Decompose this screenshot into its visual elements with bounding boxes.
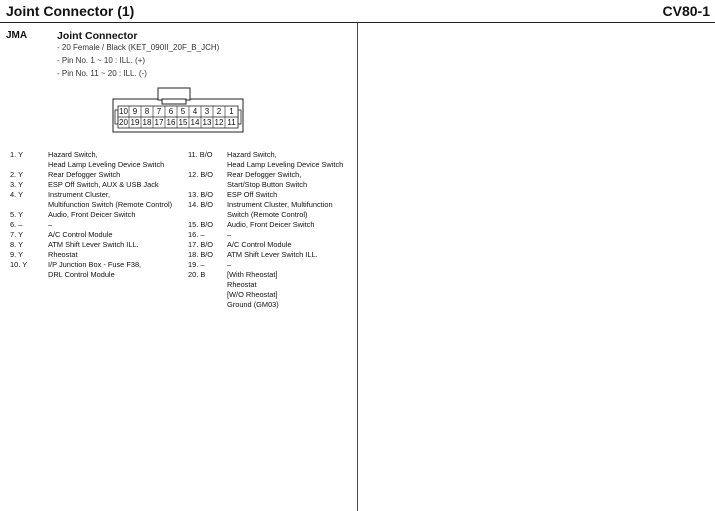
pin-description: – [48, 220, 53, 229]
pin-list-left [10, 150, 190, 290]
pin-number: 2. Y [10, 170, 24, 179]
connector-pin-12: 12 [214, 118, 224, 127]
pin-description: Audio, Front Deicer Switch [48, 210, 136, 219]
pin-number: 13. B/O [188, 190, 214, 199]
pin-number: 16. – [188, 230, 205, 239]
connector-name: Joint Connector [57, 30, 138, 42]
pin-description: DRL Control Module [48, 270, 115, 279]
pin-description: A/C Control Module [227, 240, 292, 249]
connector-pin-15: 15 [178, 118, 188, 127]
pin-description: Hazard Switch, [227, 150, 277, 159]
connector-pin-20: 20 [119, 118, 128, 127]
connector-pin-1: 1 [229, 107, 234, 116]
pin-number: 19. – [188, 260, 205, 269]
connector-pin-4: 4 [192, 107, 198, 116]
connector-pin-14: 14 [190, 118, 200, 127]
pin-description: [W/O Rheostat] [227, 290, 278, 299]
pin-number: 20. B [188, 270, 206, 279]
pin-description: Ground (GM03) [227, 300, 279, 309]
connector-id: JMA [6, 30, 28, 41]
pin-number: 10. Y [10, 260, 28, 269]
connector-pin-2: 2 [216, 107, 222, 116]
pin-description: Rear Defogger Switch, [227, 170, 302, 179]
pin-number: 4. Y [10, 190, 24, 199]
connector-pin-17: 17 [154, 118, 164, 127]
connector-pin-9: 9 [132, 107, 138, 116]
connector-pin-11: 11 [227, 118, 236, 127]
pin-description: Audio, Front Deicer Switch [227, 220, 315, 229]
pin-number: 15. B/O [188, 220, 214, 229]
pin-number: 8. Y [10, 240, 24, 249]
pin-description: Multifunction Switch (Remote Control) [48, 200, 173, 209]
pin-description: – [227, 230, 232, 239]
page-title: Joint Connector (1) [6, 3, 135, 19]
pin-description: ESP Off Switch [227, 190, 278, 199]
pin-description: – [227, 260, 232, 269]
connector-pin-16: 16 [166, 118, 176, 127]
connector-pin-6: 6 [168, 107, 174, 116]
connector-pin-18: 18 [142, 118, 152, 127]
pin-list-right [188, 150, 356, 310]
pin-number: 12. B/O [188, 170, 214, 179]
pin-description: Start/Stop Button Switch [227, 180, 308, 189]
pin-description: Hazard Switch, [48, 150, 98, 159]
pin-number: 1. Y [10, 150, 24, 159]
pin-number: 9. Y [10, 250, 24, 259]
connector-pin-7: 7 [156, 107, 162, 116]
connector-pin-3: 3 [204, 107, 210, 116]
pin-description: Instrument Cluster, Multifunction [227, 200, 333, 209]
pin-description: Rear Defogger Switch [48, 170, 121, 179]
pin-number: 3. Y [10, 180, 24, 189]
pin-description: I/P Junction Box - Fuse F38, [48, 260, 142, 269]
column-divider [357, 23, 358, 511]
pin-description: Rheostat [227, 280, 257, 289]
pin-number: 5. Y [10, 210, 24, 219]
pin-number: 7. Y [10, 230, 24, 239]
pin-description: Rheostat [48, 250, 78, 259]
pin-number: 11. B/O [188, 150, 213, 159]
connector-pin-5: 5 [180, 107, 186, 116]
pin-description: Head Lamp Leveling Device Switch [227, 160, 344, 169]
connector-pin-10: 10 [119, 107, 128, 116]
pin-number: 6. – [10, 220, 23, 229]
connector-pin-13: 13 [202, 118, 212, 127]
connector-spec-positive: - Pin No. 1 ~ 10 : ILL. (+) [57, 56, 146, 65]
pin-number: 14. B/O [188, 200, 214, 209]
page-code: CV80-1 [662, 3, 710, 19]
pin-description: ATM Shift Lever Switch ILL. [48, 240, 139, 249]
connector-spec-type: - 20 Female / Black (KET_090II_20F_B_JCH) [57, 43, 220, 52]
connector-pin-19: 19 [130, 118, 140, 127]
pin-description: A/C Control Module [48, 230, 113, 239]
pin-description: Head Lamp Leveling Device Switch [48, 160, 165, 169]
pin-number: 18. B/O [188, 250, 214, 259]
pin-description: Switch (Remote Control) [227, 210, 308, 219]
connector-pin-8: 8 [144, 107, 150, 116]
pin-number: 17. B/O [188, 240, 214, 249]
pin-description: Instrument Cluster, [48, 190, 111, 199]
pin-description: ESP Off Switch, AUX & USB Jack [48, 180, 159, 189]
connector-spec-negative: - Pin No. 11 ~ 20 : ILL. (-) [57, 69, 147, 78]
page-header [0, 0, 715, 23]
pin-description: [With Rheostat] [227, 270, 278, 279]
pin-description: ATM Shift Lever Switch ILL. [227, 250, 318, 259]
